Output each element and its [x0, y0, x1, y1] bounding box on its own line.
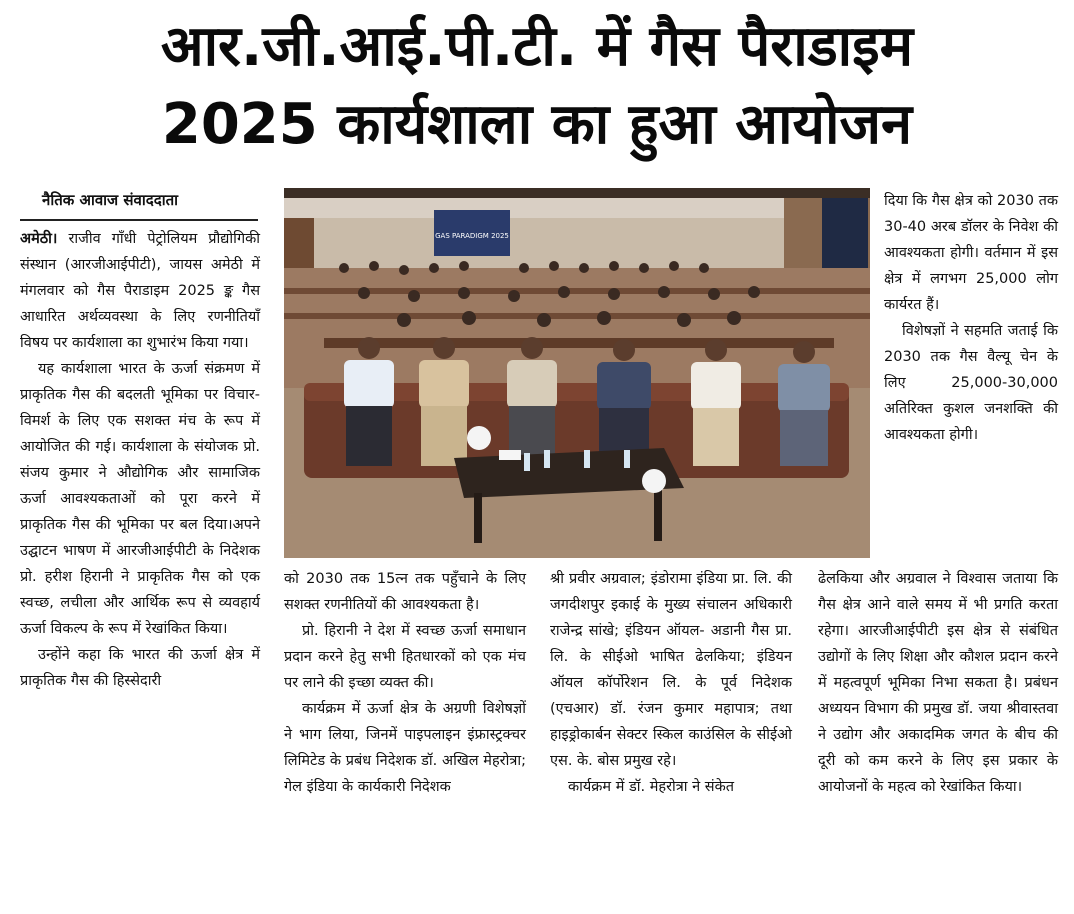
banner-text: GAS PARADIGM 2025	[435, 232, 509, 240]
paragraph-text: राजीव गाँधी पेट्रोलियम प्रौद्योगिकी संस्थान (आरजीआईपीटी), जायस अमेठी में मंगलवार को गैस पैराडाइम 2025 ङ्क गैस आधारित अर्थव्यवस्था के लिए रणनीतियाँ विषय पर कार्यशाला का शुभारंभ किया गया।	[20, 231, 260, 351]
article-paragraph: श्री प्रवीर अग्रवाल; इंडोरामा इंडिया प्रा. लि. की जगदीशपुर इकाई के मुख्य संचालन अधिकारी राजेन्द्र सांखे; इंडियन ऑयल- अडानी गैस प्रा. लि. के सीईओ भाषित ढेलकिया; इंडियन ऑयल कॉर्पोरेशन लि. के पूर्व निदेशक (एचआर) डॉ. रंजन कुमार महापात्र; तथा हाइड्रोकार्बन सेक्टर स्किल काउंसिल के सीईओ एस. के. बोस प्रमुख रहे।	[550, 571, 792, 769]
article-paragraph: विशेषज्ञों ने सहमति जताई कि 2030 तक गैस वैल्यू चेन के लिए 25,000-30,000 अतिरिक्त कुशल जनशक्ति की आवश्यकता होगी।	[884, 323, 1058, 443]
headline-line-2: 2025 कार्यशाला का हुआ आयोजन	[161, 92, 913, 157]
dateline-place: अमेठी।	[20, 231, 58, 247]
article-paragraph: प्रो. हिरानी ने देश में स्वच्छ ऊर्जा समाधान प्रदान करने हेतु सभी हितधारकों को एक मंच पर लाने की इच्छा व्यक्त की।	[284, 623, 526, 691]
article-paragraph: को 2030 तक 15त्न तक पहुँचाने के लिए सशक्त रणनीतियों की आवश्यकता है।	[284, 571, 526, 613]
article-paragraph: दिया कि गैस क्षेत्र को 2030 तक 30-40 अरब डॉलर के निवेश की आवश्यकता होगी। वर्तमान में इस क्षेत्र में लगभग 25,000 लोग कार्यरत हैं।	[884, 193, 1058, 313]
article-paragraph: ढेलकिया और अग्रवाल ने विश्वास जताया कि गैस क्षेत्र आने वाले समय में भी प्रगति करता रहेगा। आरजीआईपीटी इस क्षेत्र से संबंधित उद्योगों के लिए शिक्षा और कौशल प्रदान करने में महत्वपूर्ण भूमिका निभा सकता है। प्रबंधन अध्ययन विभाग की प्रमुख डॉ. जया श्रीवास्तवा ने उद्योग और अकादमिक जगत के बीच की दूरी को कम करने के लिए इस प्रकार के आयोजनों के महत्व को रेखांकित किया।	[818, 571, 1058, 795]
article-column-2	[284, 566, 526, 800]
event-photo	[284, 188, 870, 558]
article-paragraph: कार्यक्रम में डॉ. मेहरोत्रा ने संकेत	[568, 779, 735, 795]
headline	[0, 8, 1074, 164]
event-photo-illustration	[284, 188, 870, 558]
headline-line-1: आर.जी.आई.पी.टी. में गैस पैराडाइम	[160, 14, 914, 79]
article-column-4	[818, 566, 1058, 800]
article-paragraph: उन्होंने कहा कि भारत की ऊर्जा क्षेत्र में प्राकृतिक गैस की हिस्सेदारी	[20, 647, 260, 689]
byline: नैतिक आवाज संवाददाता	[20, 188, 258, 221]
article-column-top-right	[884, 188, 1058, 448]
article-column-3	[550, 566, 792, 800]
article-paragraph	[20, 226, 260, 356]
article-paragraph: कार्यक्रम में ऊर्जा क्षेत्र के अग्रणी विशेषज्ञों ने भाग लिया, जिनमें पाइपलाइन इंफ्रास्ट्रक्चर लिमिटेड के प्रबंध निदेशक डॉ. अखिल मेहरोत्रा; गेल इंडिया के कार्यकारी निदेशक	[284, 701, 526, 795]
article-column-1	[20, 226, 260, 694]
article-paragraph: यह कार्यशाला भारत के ऊर्जा संक्रमण में प्राकृतिक गैस की बदलती भूमिका पर विचार-विमर्श के लिए एक सशक्त मंच के रूप में आयोजित की गई। कार्यशाला के संयोजक प्रो. संजय कुमार ने औद्योगिक और सामाजिक ऊर्जा आवश्यकताओं को पूरा करने में प्राकृतिक गैस की भूमिका पर बल दिया।अपने उद्घाटन भाषण में आरजीआईपीटी के निदेशक प्रो. हरीश हिरानी ने प्राकृतिक गैस को एक स्वच्छ, लचीला और आर्थिक रूप से व्यवहार्य ऊर्जा विकल्प के रूप में रेखांकित किया।	[20, 361, 260, 637]
